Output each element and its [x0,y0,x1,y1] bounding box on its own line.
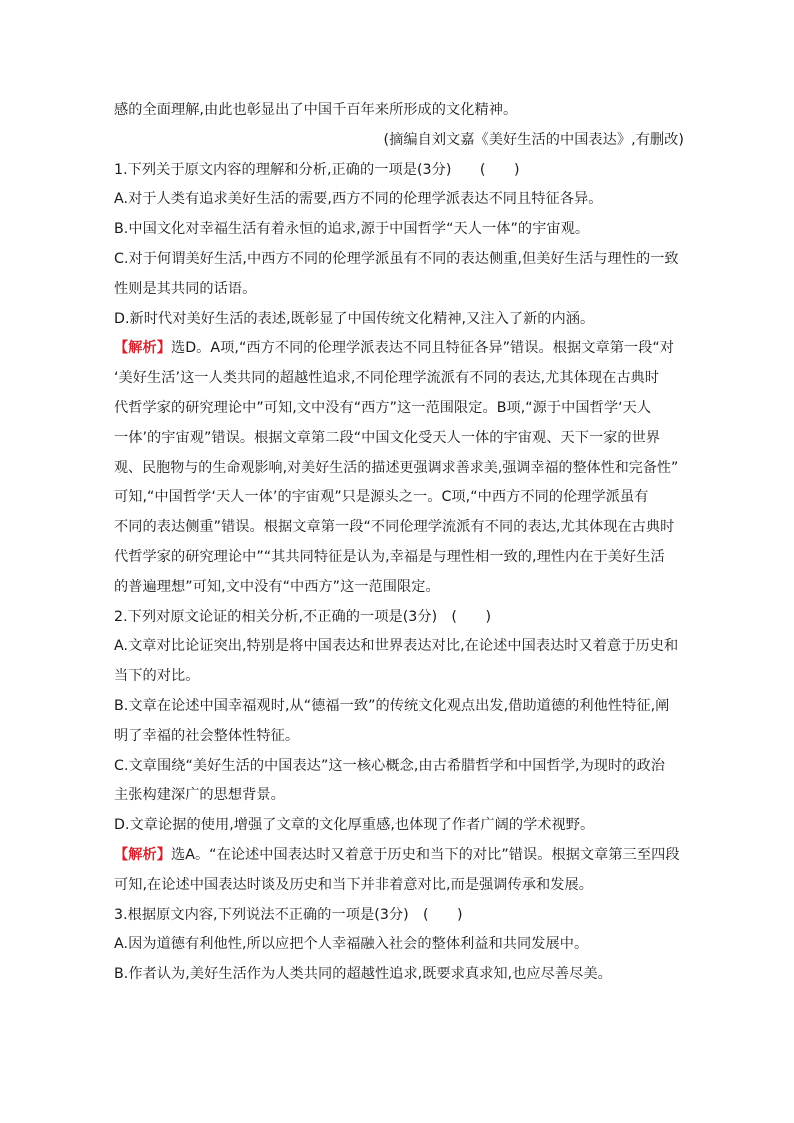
line-text: (摘编自刘文嘉《美好生活的中国表达》,有删改) [383,131,684,148]
analysis-tag: 【解析】 [114,340,171,357]
line-text: B.文章在论述中国幸福观时,从“德福一致”的传统文化观点出发,借助道德的利他性特征,阐 [114,697,670,714]
text-line [114,513,684,543]
text-line [114,632,684,662]
text-line [114,930,684,960]
line-text: C.文章围绕“美好生活的中国表达”这一核心概念,由古希腊哲学和中国哲学,为现时的政治 [114,757,665,774]
line-text: A.文章对比论证突出,特别是将中国表达和世界表达对比,在论述中国表达时又着意于历史和 [114,638,679,655]
line-text: 2.下列对原文论证的相关分析,不正确的一项是(3分) ( ) [114,608,492,625]
line-text: 明了幸福的社会整体性特征。 [114,727,300,744]
text-line [114,692,684,722]
line-text: 不同的表达侧重”错误。根据文章第一段“不同伦理学流派有不同的表达,尤其体现在古典时 [114,519,675,536]
text-line [114,454,684,484]
line-text: 代哲学家的研究理论中”“其共同特征是认为,幸福是与理性相一致的,理性内在于美好生活 [114,548,665,565]
text-line [114,811,684,841]
text-line [114,662,684,692]
line-text: 感的全面理解,由此也彰显出了中国千百年来所形成的文化精神。 [114,102,518,118]
document-page [114,96,684,990]
line-text: 代哲学家的研究理论中”可知,文中没有“西方”这一范围限定。B项,“源于中国哲学‘天人 [114,399,652,416]
text-line [114,603,684,633]
text-line [114,841,684,871]
line-text: 可知,在论述中国表达时谈及历史和当下并非着意对比,而是强调传承和发展。 [114,876,593,893]
line-text: 可知,“中国哲学‘天人一体’的宇宙观”只是源头之一。C项,“中西方不同的伦理学派虽有 [114,489,649,506]
line-text: 观、民胞物与的生命观影响,对美好生活的描述更强调求善求美,强调幸福的整体性和完备性” [114,459,679,476]
line-text: 选D。A项,“西方不同的伦理学派表达不同且特征各异”错误。根据文章第一段“对 [170,340,675,357]
text-line [114,96,684,126]
text-line [114,722,684,752]
line-text: ‘美好生活’这一人类共同的超越性追求,不同伦理学流派有不同的表达,尤其体现在古典时 [114,370,660,387]
text-line [114,275,684,305]
line-text: 3.根据原文内容,下列说法不正确的一项是(3分) ( ) [114,906,463,923]
text-line [114,543,684,573]
text-line [114,364,684,394]
line-text: 选A。“在论述中国表达时又着意于历史和当下的对比”错误。根据文章第三至四段 [170,846,680,863]
line-text: D.新时代对美好生活的表述,既彰显了中国传统文化精神,又注入了新的内涵。 [114,310,595,327]
text-line [114,960,684,990]
line-text: A.对于人类有追求美好生活的需要,西方不同的伦理学派表达不同且特征各异。 [114,191,603,208]
line-text: B.作者认为,美好生活作为人类共同的超越性追求,既要求真求知,也应尽善尽美。 [114,966,612,983]
line-text: C.对于何谓美好生活,中西方不同的伦理学派虽有不同的表达侧重,但美好生活与理性的一致 [114,250,679,267]
text-line [114,394,684,424]
text-line [114,901,684,931]
text-line [114,781,684,811]
text-line [114,871,684,901]
text-line [114,334,684,364]
text-line [114,483,684,513]
analysis-tag: 【解析】 [114,846,171,863]
text-line [114,752,684,782]
line-text: B.中国文化对幸福生活有着永恒的追求,源于中国哲学“天人一体”的宇宙观。 [114,221,590,238]
text-line [114,424,684,454]
text-line [114,573,684,603]
text-line [114,305,684,335]
line-text: 性则是其共同的话语。 [114,280,257,297]
line-text: A.因为道德有利他性,所以应把个人幸福融入社会的整体利益和共同发展中。 [114,936,589,953]
line-text: 主张构建深广的思想背景。 [114,787,285,804]
text-line [114,185,684,215]
text-line [114,126,684,156]
line-text: 的普遍理想”可知,文中没有“中西方”这一范围限定。 [114,578,440,595]
line-text: 1.下列关于原文内容的理解和分析,正确的一项是(3分) ( ) [114,161,520,178]
line-text: D.文章论据的使用,增强了文章的文化厚重感,也体现了作者广阔的学术视野。 [114,817,595,834]
line-text: 一体’的宇宙观”错误。根据文章第二段“中国文化受天人一体的宇宙观、天下一家的世界 [114,429,661,446]
line-text: 当下的对比。 [114,668,200,685]
text-line [114,156,684,186]
text-line [114,215,684,245]
text-line [114,245,684,275]
